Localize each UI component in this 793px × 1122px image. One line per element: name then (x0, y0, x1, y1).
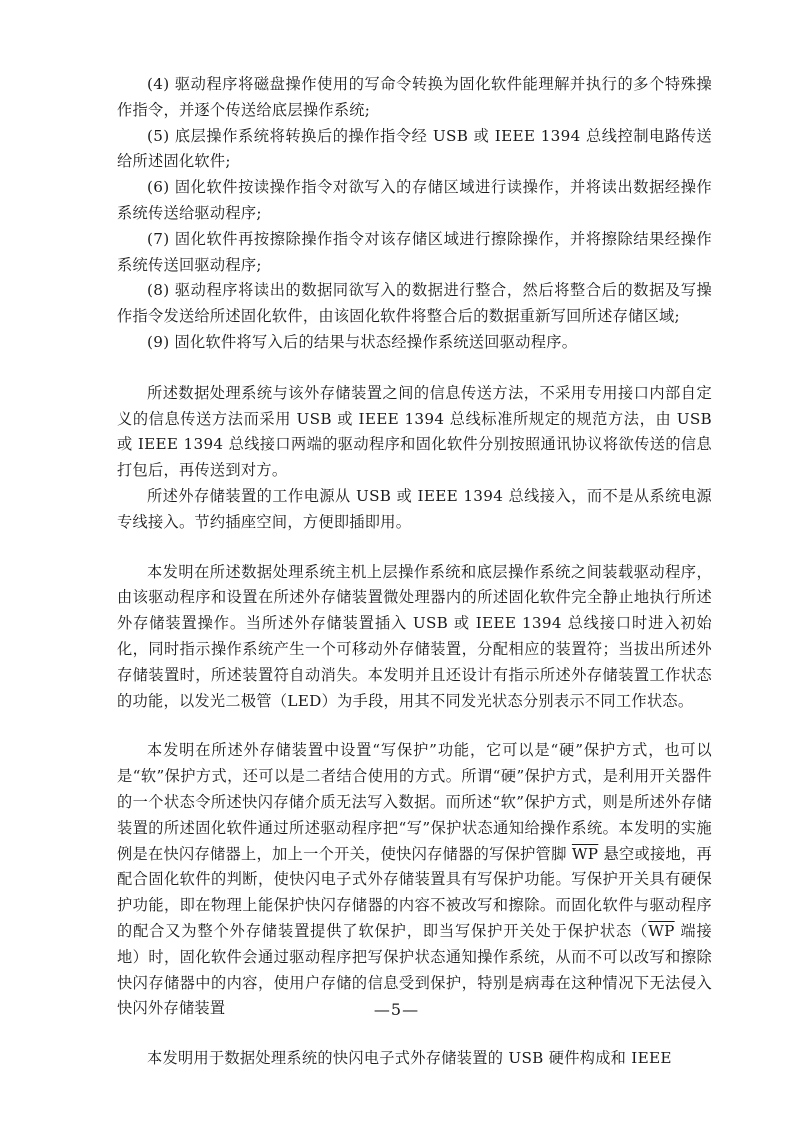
step-9: (9) 固化软件将写入后的结果与状态经操作系统送回驱动程序。 (147, 332, 578, 351)
step-5: (5) 底层操作系统将转换后的操作指令经 USB 或 IEEE 1394 总线控制电路传送给所述固化软件; (117, 126, 712, 171)
paragraph-write-protect (117, 738, 712, 1022)
paragraph-power-supply: 所述外存储装置的工作电源从 USB 或 IEEE 1394 总线接入，而不是从系统电源专线接入。节约插座空间，方便即插即用。 (117, 486, 712, 531)
document-body (117, 72, 712, 1072)
paragraph-transfer-method: 所述数据处理系统与该外存储装置之间的信息传送方法，不采用专用接口内部自定义的信息传送方法而采用 USB 或 IEEE 1394 总线标准所规定的规范方法，由 USB 或 IEEE 1394 总线接口两端的驱动程序和固化软件分别按照通讯协议将欲传送的信息打包后，再传送到对方。 (117, 383, 712, 480)
wp-pin-label: $\overline{WP}$ (571, 844, 599, 863)
step-7: (7) 固化软件再按擦除操作指令对该存储区域进行擦除操作，并将擦除结果经操作系统传送回驱动程序; (117, 229, 712, 274)
paragraph-usb-hardware: 本发明用于数据处理系统的快闪电子式外存储装置的 USB 硬件构成和 IEEE (147, 1049, 672, 1068)
write-protect-text-part-1: 本发明在所述外存储装置中设置“写保护”功能，它可以是“硬”保护方式，也可以是“软”保护方式，还可以是二者结合使用的方式。所谓“硬”保护方式，是利用开关器件的一个状态令所述快闪存储介质无法写入数据。而所述“软”保护方式，则是所述外存储装置的所述固化软件通过所述驱动程序把“写”保护状态通知给操作系统。本发明的实施例是在快闪存储器上，加上一个开关，使快闪存储器的写保护管脚 (117, 741, 712, 863)
paragraph-gap (117, 714, 712, 738)
write-protect-text-part-2: 悬空或接地，再配合固化软件的判断，使快闪电子式外存储装置具有写保护功能。写保护开关具有硬保护功能，即在物理上能保护快闪存储器的内容不被改写和擦除。而固化软件与驱动程序的配合又为整个外存储装置提供了软保护，即当写保护开关处于保护状态（ (117, 844, 712, 940)
write-protect-text-part-3: 端接地）时，固化软件会通过驱动程序把写保护状态通知操作系统，从而不可以改写和擦除快闪存储器中的内容，使用户存储的信息受到保护，特别是病毒在这种情况下无法侵入快闪外存储装置 (117, 921, 712, 1018)
wp-pin-label: $\overline{WP}$ (648, 921, 675, 940)
step-4: (4) 驱动程序将磁盘操作使用的写命令转换为固化软件能理解并执行的多个特殊操作指令，并逐个传送给底层操作系统; (117, 75, 712, 119)
paragraph-gap (117, 1022, 712, 1046)
step-8: (8) 驱动程序将读出的数据同欲写入的数据进行整合，然后将整合后的数据及写操作指令发送给所述固化软件，由该固化软件将整合后的数据重新写回所述存储区域; (117, 281, 712, 326)
paragraph-gap (117, 536, 712, 560)
paragraph-gap (117, 356, 712, 381)
step-6: (6) 固化软件按读操作指令对欲写入的存储区域进行读操作，并将读出数据经操作系统传送给驱动程序; (117, 178, 712, 222)
page-number: —5— (373, 1000, 420, 1019)
paragraph-driver-loading: 本发明在所述数据处理系统主机上层操作系统和底层操作系统之间装载驱动程序，由该驱动程序和设置在所述外存储装置微处理器内的所述固化软件完全静止地执行所述外存储装置操作。当所述外存储装置插入 USB 或 IEEE 1394 总线接口时进入初始化，同时指示操作系统产生一个可移动外存储装置，分配相应的装置符；当拔出所述外存储装置时，所述装置符自动消失。本发明并且还设计有指示所述外存储装置工作状态的功能，以发光二极管（LED）为手段，用其不同发光状态分别表示不同工作状态。 (117, 562, 712, 710)
